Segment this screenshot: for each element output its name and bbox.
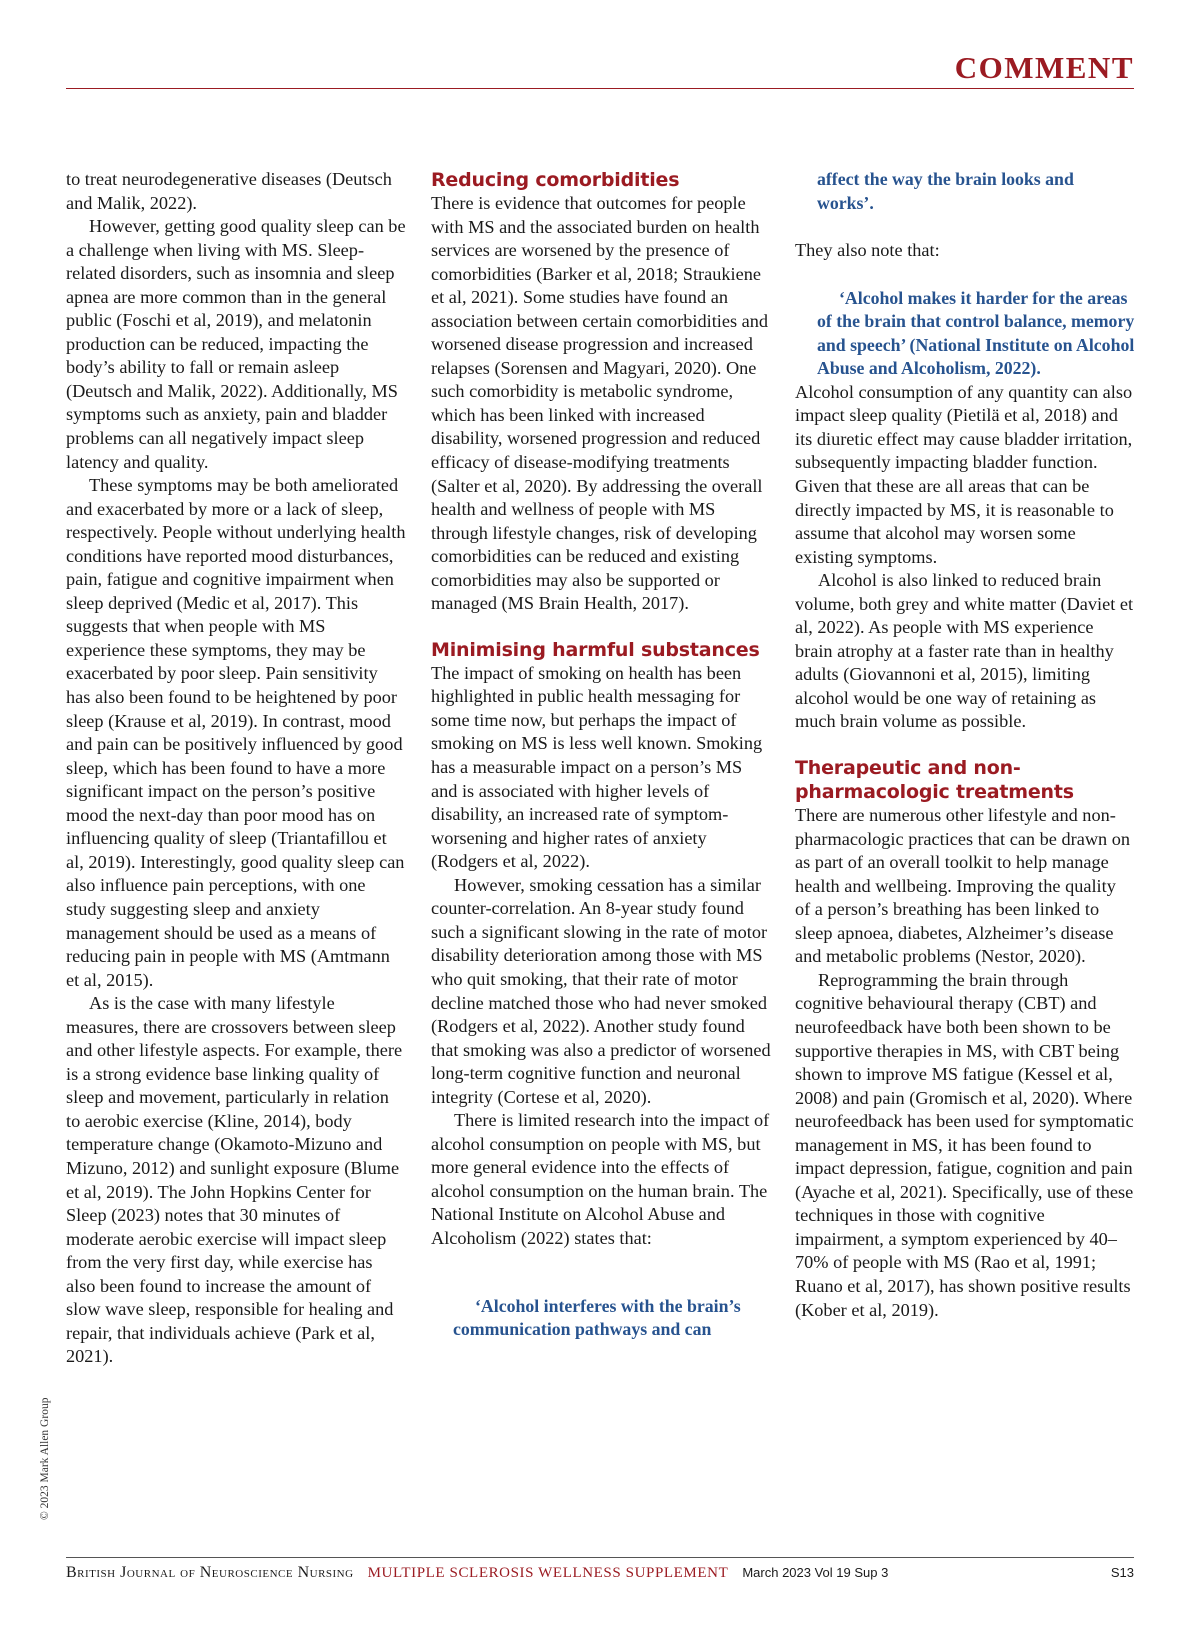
footer-supplement-title: MULTIPLE SCLEROSIS WELLNESS SUPPLEMENT [367,1565,729,1581]
subheading-reducing-comorbidities: Reducing comorbidities [431,169,680,191]
paragraph: There is limited research into the impact of alcohol consumption on people with MS, but more general evidence into the effects of alcohol consumption on the human brain. The National Institute on Alcohol Abuse and Alcoholism (2022) states that: [431,1110,770,1248]
page-number: S13 [1110,1565,1134,1580]
paragraph: As is the case with many lifestyle measures, there are crossovers between sleep and other lifestyle aspects. For example, there is a strong evidence base linking quality of sleep and movement, particularly in relation to aerobic exercise (Kline, 2014), body temperature change (Okamoto-Mizuno and Mizuno, 2012) and sunlight exposure (Blume et al, 2019). The John Hopkins Center for Sleep (2023) notes that 30 minutes of moderate aerobic exercise will impact sleep from the very first day, while exercise has also been found to increase the amount of slow wave sleep, responsible for healing and repair, that individuals achieve (Park et al, 2021). [66,993,403,1367]
text-column-2 [431,168,771,1342]
page-footer [66,1564,1134,1588]
paragraph: Alcohol is also linked to reduced brain volume, both grey and white matter (Daviet et al, 2022). As people with MS experience brain atrophy at a faster rate than in healthy adults (Giovannoni et al, 2015), limiting alcohol would be one way of retaining as much brain volume as possible. [795,570,1134,732]
paragraph: Alcohol consumption of any quantity can also impact sleep quality (Pietilä et al, 2018) and its diuretic effect may cause bladder irritation, subsequently impacting bladder function. Given that these are all areas that can be directly impacted by MS, it is reasonable to assume that alcohol may worsen some existing symptoms. [795,381,1133,567]
subheading-therapeutic-treatments: Therapeutic and non-pharmacologic treatments [795,757,1074,804]
paragraph: to treat neurodegenerative diseases (Deutsch and Malik, 2022). [66,169,392,213]
text-column-3 [795,168,1135,1322]
paragraph: Reprogramming the brain through cognitive behavioural therapy (CBT) and neurofeedback have both been shown to be supportive therapies in MS, with CBT being shown to improve MS fatigue (Kessel et al, 2008) and pain (Gromisch et al, 2020). Where neurofeedback has been used for symptomatic management in MS, it has been found to impact depression, fatigue, cognition and pain (Ayache et al, 2021). Specifically, use of these techniques in those with cognitive impairment, a symptom experienced by 40–70% of people with MS (Rao et al, 1991; Ruano et al, 2017), has shown positive results (Kober et al, 2019). [795,969,1134,1320]
pull-quote: ‘Alcohol interferes with the brain’s communication pathways and can [453,1295,741,1340]
section-label: COMMENT [954,50,1134,85]
footer-journal-title: British Journal of Neuroscience Nursing [66,1564,354,1581]
paragraph: There are numerous other lifestyle and non-pharmacologic practices that can be drawn on as part of an overall toolkit to help manage health and wellbeing. Improving the quality of a person’s breathing has been linked to sleep apnoea, diabetes, Alzheimer’s disease and metabolic problems (Nestor, 2020). [795,805,1131,967]
pull-quote-continued: affect the way the brain looks and works’. [817,169,1074,213]
paragraph: There is evidence that outcomes for people with MS and the associated burden on health services are worsened by the presence of comorbidities (Barker et al, 2018; Straukiene et al, 2021). Some studies have found an association between certain comorbidities and worsened disease progression and increased relapses (Sorensen and Magyari, 2020). One such comorbidity is metabolic syndrome, which has been linked with increased disability, worsened progression and reduced efficacy of disease-modifying treatments (Salter et al, 2020). By addressing the overall health and wellness of people with MS through lifestyle changes, risk of developing comorbidities can be reduced and existing comorbidities may also be supported or managed (MS Brain Health, 2017). [431,193,769,614]
copyright-notice: © 2023 Mark Allen Group [39,1397,51,1520]
paragraph: These symptoms may be both ameliorated and exacerbated by more or a lack of sleep, respectively. People without underlying health conditions have reported mood disturbances, pain, fatigue and cognitive impairment when sleep deprived (Medic et al, 2017). This suggests that when people with MS experience these symptoms, they may be exacerbated by poor sleep. Pain sensitivity has also been found to be heightened by poor sleep (Krause et al, 2019). In contrast, mood and pain can be positively influenced by good sleep, which has been found to have a more significant impact on the person’s positive mood the next-day than poor mood has on influencing quality of sleep (Triantafillou et al, 2019). Interestingly, good quality sleep can also influence pain perceptions, with one study suggesting sleep and anxiety management should be used as a means of reducing pain in people with MS (Amtmann et al, 2015). [66,475,406,990]
footer-rule [66,1557,1134,1558]
text-column-1 [66,168,406,1369]
paragraph: However, getting good quality sleep can be a challenge when living with MS. Sleep-related disorders, such as insomnia and sleep apnea are more common than in the general public (Foschi et al, 2019), and melatonin production can be reduced, impacting the body’s ability to fall or remain asleep (Deutsch and Malik, 2022). Additionally, MS symptoms such as anxiety, pain and bladder problems can all negatively impact sleep latency and quality. [66,216,406,472]
pull-quote: ‘Alcohol makes it harder for the areas of the brain that control balance, memory and speech’ (National Institute on Alcohol Abuse and Alcoholism, 2022). [817,287,1135,379]
paragraph: They also note that: [795,240,940,261]
footer-issue: March 2023 Vol 19 Sup 3 [742,1565,889,1580]
paragraph: However, smoking cessation has a similar counter-correlation. An 8-year study found such a significant slowing in the rate of motor disability deterioration among those with MS who quit smoking, that their rate of motor decline matched those who had never smoked (Rodgers et al, 2022). Another study found that smoking was also a predictor of worsened long-term cognitive function and neuronal integrity (Cortese et al, 2020). [431,874,771,1107]
paragraph: The impact of smoking on health has been highlighted in public health messaging for some time now, but perhaps the impact of smoking on MS is less well known. Smoking has a measurable impact on a person’s MS and is associated with higher levels of disability, an increased rate of symptom-worsening and higher rates of anxiety (Rodgers et al, 2022). [431,662,763,872]
subheading-minimising-harmful-substances: Minimising harmful substances [431,638,760,661]
header-rule [66,88,1134,89]
